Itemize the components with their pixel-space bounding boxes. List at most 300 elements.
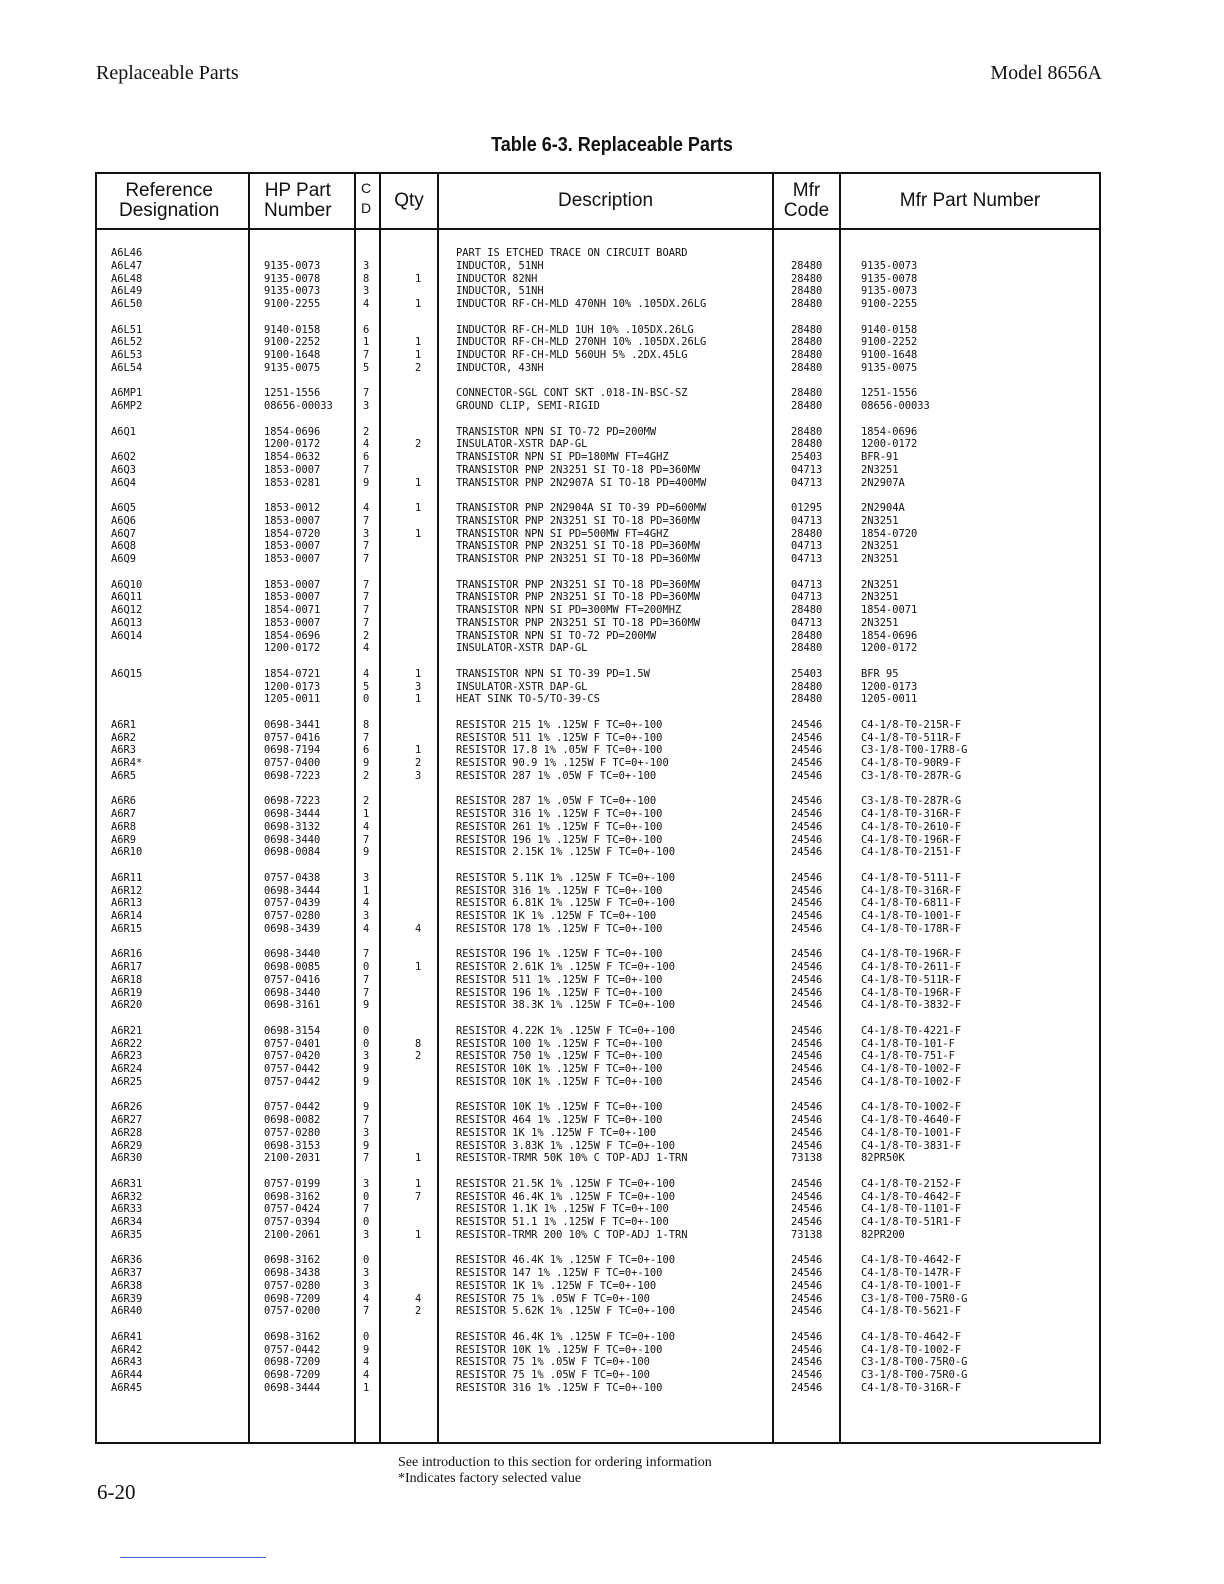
cell-hp-part-number: 0698-3441 xyxy=(264,718,321,731)
cell-hp-part-number: 0698-3444 xyxy=(264,1381,321,1394)
cell-ref-designation: A6R29 xyxy=(111,1139,143,1152)
cell-cd-digit: 7 xyxy=(363,948,370,961)
table-row xyxy=(97,1140,1099,1153)
cell-hp-part-number: 0698-7209 xyxy=(264,1292,321,1305)
cell-cd-digit: 7 xyxy=(363,578,370,591)
table-row xyxy=(97,974,1099,987)
cell-cd-digit: 2 xyxy=(363,795,370,808)
cell-description: TRANSISTOR NPN SI TO-39 PD=1.5W xyxy=(456,667,650,680)
cell-hp-part-number: 0698-7223 xyxy=(264,769,321,782)
cell-description: RESISTOR-TRMR 200 10% C TOP-ADJ 1-TRN xyxy=(456,1228,688,1241)
cell-cd-digit: 7 xyxy=(363,540,370,553)
cell-mfr-part-number: C4-1/8-T0-215R-F xyxy=(861,718,962,731)
cell-hp-part-number: 0757-0439 xyxy=(264,897,321,910)
cell-qty: 2 xyxy=(415,438,422,451)
cell-ref-designation: A6R17 xyxy=(111,961,143,973)
cell-description: TRANSISTOR PNP 2N2907A SI TO-18 PD=400MW xyxy=(456,476,707,489)
cell-mfr-part-number: 2N3251 xyxy=(861,578,899,591)
cell-mfr-code: 24546 xyxy=(791,1126,823,1139)
table-row xyxy=(97,897,1099,910)
cell-description: RESISTOR 21.5K 1% .125W F TC=0+-100 xyxy=(456,1177,675,1190)
cell-mfr-part-number: C4-1/8-T0-1001-F xyxy=(861,1279,962,1292)
cell-hp-part-number: 0757-0401 xyxy=(264,1037,321,1050)
table-row xyxy=(97,1344,1099,1357)
cell-ref-designation: A6L48 xyxy=(111,272,143,285)
cell-ref-designation: A6R23 xyxy=(111,1050,143,1063)
cell-mfr-part-number: 1854-0720 xyxy=(861,527,918,540)
table-row xyxy=(97,362,1099,375)
table-row xyxy=(97,247,1099,260)
cell-ref-designation: A6Q7 xyxy=(111,527,137,540)
table-row xyxy=(97,336,1099,349)
cell-description: TRANSISTOR PNP 2N3251 SI TO-18 PD=360MW xyxy=(456,463,700,476)
cell-mfr-part-number: C4-1/8-T0-2610-F xyxy=(861,820,962,833)
cell-qty: 1 xyxy=(415,272,422,285)
cell-cd-digit: 3 xyxy=(363,1177,370,1190)
cell-mfr-part-number: C4-1/8-T0-2152-F xyxy=(861,1177,962,1190)
cell-cd-digit: 3 xyxy=(363,527,370,540)
cell-qty: 1 xyxy=(415,476,422,489)
cell-description: INDUCTOR, 43NH xyxy=(456,361,544,374)
cell-mfr-code: 24546 xyxy=(791,1063,823,1075)
cell-hp-part-number: 9135-0073 xyxy=(264,285,321,298)
cell-hp-part-number: 0698-7223 xyxy=(264,795,321,808)
cell-mfr-code: 28480 xyxy=(791,642,823,655)
cell-description: RESISTOR 5.11K 1% .125W F TC=0+-100 xyxy=(456,871,675,884)
cell-ref-designation: A6R32 xyxy=(111,1190,143,1203)
cell-hp-part-number: 9100-2252 xyxy=(264,336,321,349)
table-row xyxy=(97,477,1099,490)
cell-description: RESISTOR 464 1% .125W F TC=0+-100 xyxy=(456,1114,663,1126)
cell-description: RESISTOR 147 1% .125W F TC=0+-100 xyxy=(456,1267,663,1279)
cell-description: RESISTOR 46.4K 1% .125W F TC=0+-100 xyxy=(456,1254,675,1267)
col-header-qty: Qty xyxy=(394,190,424,211)
cell-mfr-part-number: C3-1/8-T0-287R-G xyxy=(861,795,962,808)
cell-mfr-code: 24546 xyxy=(791,1254,823,1267)
cell-qty: 4 xyxy=(415,1292,422,1305)
cell-cd-digit: 3 xyxy=(363,871,370,884)
cell-description: RESISTOR 75 1% .05W F TC=0+-100 xyxy=(456,1356,650,1369)
table-title: Table 6-3. Replaceable Parts xyxy=(491,134,733,156)
cell-mfr-part-number: C4-1/8-T0-316R-F xyxy=(861,884,962,897)
cell-description: RESISTOR 5.62K 1% .125W F TC=0+-100 xyxy=(456,1305,675,1318)
parts-table xyxy=(95,172,1101,1444)
cell-mfr-code: 04713 xyxy=(791,476,823,489)
cell-mfr-code: 04713 xyxy=(791,463,823,476)
cell-mfr-part-number: C3-1/8-T00-17R8-G xyxy=(861,744,968,757)
cell-cd-digit: 4 xyxy=(363,922,370,935)
table-row xyxy=(97,1369,1099,1382)
cell-cd-digit: 3 xyxy=(363,1228,370,1241)
cell-hp-part-number: 1854-0071 xyxy=(264,604,321,616)
cell-hp-part-number: 9100-2255 xyxy=(264,298,321,310)
col-header-hp-line2: Number xyxy=(264,200,332,221)
cell-mfr-code: 04713 xyxy=(791,616,823,629)
table-row xyxy=(97,834,1099,847)
table-row xyxy=(97,668,1099,681)
cell-mfr-code: 24546 xyxy=(791,757,823,769)
cell-mfr-part-number: 1200-0172 xyxy=(861,642,918,655)
cell-mfr-part-number: C4-1/8-T0-1002-F xyxy=(861,1075,962,1088)
table-row xyxy=(97,1127,1099,1140)
cell-mfr-part-number: C3-1/8-T00-75R0-G xyxy=(861,1369,968,1381)
cell-mfr-code: 04713 xyxy=(791,540,823,553)
cell-description: RESISTOR 90.9 1% .125W F TC=0+-100 xyxy=(456,757,669,769)
cell-description: RESISTOR 287 1% .05W F TC=0+-100 xyxy=(456,795,657,808)
cell-description: RESISTOR 46.4K 1% .125W F TC=0+-100 xyxy=(456,1190,675,1203)
cell-mfr-code: 24546 xyxy=(791,1114,823,1126)
cell-ref-designation: A6MP1 xyxy=(111,387,143,400)
cell-description: RESISTOR 2.61K 1% .125W F TC=0+-100 xyxy=(456,961,675,973)
table-row xyxy=(97,1305,1099,1318)
table-row xyxy=(97,846,1099,859)
cell-cd-digit: 9 xyxy=(363,1101,370,1114)
cell-mfr-part-number: C3-1/8-T00-75R0-G xyxy=(861,1356,968,1369)
cell-mfr-part-number: C4-1/8-T0-196R-F xyxy=(861,948,962,961)
cell-ref-designation: A6R36 xyxy=(111,1254,143,1267)
cell-mfr-code: 24546 xyxy=(791,1050,823,1063)
cell-description: RESISTOR-TRMR 50K 10% C TOP-ADJ 1-TRN xyxy=(456,1152,688,1165)
cell-ref-designation: A6Q4 xyxy=(111,476,137,489)
cell-mfr-code: 04713 xyxy=(791,553,823,565)
table-row xyxy=(97,1280,1099,1293)
cell-hp-part-number: 0757-0424 xyxy=(264,1203,321,1216)
cell-cd-digit: 0 xyxy=(363,961,370,973)
cell-description: INDUCTOR 82NH xyxy=(456,272,538,285)
cell-cd-digit: 1 xyxy=(363,808,370,820)
cell-cd-digit: 4 xyxy=(363,667,370,680)
cell-description: RESISTOR 51.1 1% .125W F TC=0+-100 xyxy=(456,1216,669,1228)
cell-hp-part-number: 1854-0632 xyxy=(264,451,321,463)
cell-cd-digit: 5 xyxy=(363,680,370,693)
cell-description: RESISTOR 511 1% .125W F TC=0+-100 xyxy=(456,731,663,744)
cell-mfr-code: 24546 xyxy=(791,986,823,999)
cell-cd-digit: 4 xyxy=(363,298,370,310)
cell-mfr-part-number: 2N2907A xyxy=(861,476,905,489)
cell-mfr-code: 24546 xyxy=(791,961,823,973)
cell-description: RESISTOR 1K 1% .125W F TC=0+-100 xyxy=(456,1279,657,1292)
cell-mfr-code: 24546 xyxy=(791,820,823,833)
cell-mfr-code: 25403 xyxy=(791,667,823,680)
cell-hp-part-number: 0698-3154 xyxy=(264,1024,321,1037)
cell-mfr-part-number: C4-1/8-T0-3832-F xyxy=(861,999,962,1012)
cell-hp-part-number: 0757-0420 xyxy=(264,1050,321,1063)
table-row xyxy=(97,948,1099,961)
header-divider xyxy=(97,228,1099,230)
table-row xyxy=(97,1050,1099,1063)
bottom-rule xyxy=(120,1557,266,1558)
cell-cd-digit: 4 xyxy=(363,1292,370,1305)
cell-ref-designation: A6L54 xyxy=(111,361,143,374)
cell-ref-designation: A6Q9 xyxy=(111,553,137,565)
table-row xyxy=(97,744,1099,757)
cell-mfr-part-number: 9100-2255 xyxy=(861,298,918,310)
cell-mfr-part-number: 2N3251 xyxy=(861,553,899,565)
cell-hp-part-number: 0698-7209 xyxy=(264,1356,321,1369)
table-row xyxy=(97,1025,1099,1038)
cell-hp-part-number: 0698-3439 xyxy=(264,922,321,935)
cell-ref-designation: A6R4* xyxy=(111,757,143,769)
cell-description: RESISTOR 46.4K 1% .125W F TC=0+-100 xyxy=(456,1330,675,1343)
cell-ref-designation: A6R16 xyxy=(111,948,143,961)
cell-cd-digit: 9 xyxy=(363,757,370,769)
table-row xyxy=(97,1178,1099,1191)
cell-mfr-code: 24546 xyxy=(791,846,823,859)
cell-hp-part-number: 2100-2061 xyxy=(264,1228,321,1241)
cell-description: RESISTOR 75 1% .05W F TC=0+-100 xyxy=(456,1292,650,1305)
cell-ref-designation: A6R9 xyxy=(111,833,137,846)
cell-ref-designation: A6R41 xyxy=(111,1330,143,1343)
cell-mfr-part-number: C4-1/8-T0-1101-F xyxy=(861,1203,962,1216)
cell-mfr-code: 24546 xyxy=(791,769,823,782)
cell-mfr-part-number: 1200-0172 xyxy=(861,438,918,451)
cell-cd-digit: 4 xyxy=(363,820,370,833)
cell-mfr-part-number: 2N3251 xyxy=(861,540,899,553)
cell-mfr-code: 28480 xyxy=(791,680,823,693)
col-header-cd-line2: D xyxy=(360,200,372,216)
cell-mfr-part-number: C4-1/8-T0-511R-F xyxy=(861,731,962,744)
cell-description: RESISTOR 75 1% .05W F TC=0+-100 xyxy=(456,1369,650,1381)
table-row xyxy=(97,1293,1099,1306)
cell-description: TRANSISTOR PNP 2N3251 SI TO-18 PD=360MW xyxy=(456,591,700,604)
cell-qty: 1 xyxy=(415,1152,422,1165)
cell-ref-designation: A6R26 xyxy=(111,1101,143,1114)
table-row xyxy=(97,1063,1099,1076)
table-row xyxy=(97,1038,1099,1051)
col-header-cd-line1: C xyxy=(360,180,372,196)
cell-hp-part-number: 0757-0442 xyxy=(264,1101,321,1114)
cell-ref-designation: A6R10 xyxy=(111,846,143,859)
cell-mfr-code: 24546 xyxy=(791,1139,823,1152)
table-row xyxy=(97,515,1099,528)
cell-hp-part-number: 0698-7194 xyxy=(264,744,321,757)
cell-description: TRANSISTOR PNP 2N3251 SI TO-18 PD=360MW xyxy=(456,540,700,553)
cell-description: RESISTOR 511 1% .125W F TC=0+-100 xyxy=(456,973,663,986)
cell-cd-digit: 0 xyxy=(363,693,370,706)
cell-hp-part-number: 2100-2031 xyxy=(264,1152,321,1165)
cell-ref-designation: A6R44 xyxy=(111,1369,143,1381)
table-row xyxy=(97,1101,1099,1114)
table-row xyxy=(97,604,1099,617)
cell-ref-designation: A6L50 xyxy=(111,298,143,310)
cell-mfr-code: 28480 xyxy=(791,400,823,412)
table-row xyxy=(97,1254,1099,1267)
cell-mfr-code: 24546 xyxy=(791,922,823,935)
cell-ref-designation: A6R15 xyxy=(111,922,143,935)
cell-mfr-part-number: C4-1/8-T0-751-F xyxy=(861,1050,955,1063)
cell-mfr-code: 24546 xyxy=(791,1330,823,1343)
cell-ref-designation: A6R42 xyxy=(111,1343,143,1356)
cell-ref-designation: A6R37 xyxy=(111,1267,143,1279)
cell-hp-part-number: 0698-3132 xyxy=(264,820,321,833)
cell-hp-part-number: 0757-0394 xyxy=(264,1216,321,1228)
cell-ref-designation: A6R20 xyxy=(111,999,143,1012)
cell-hp-part-number: 0698-3444 xyxy=(264,808,321,820)
cell-qty: 1 xyxy=(415,1177,422,1190)
cell-mfr-part-number: C4-1/8-T0-4642-F xyxy=(861,1330,962,1343)
table-row xyxy=(97,1382,1099,1395)
cell-hp-part-number: 1853-0007 xyxy=(264,616,321,629)
cell-qty: 7 xyxy=(415,1190,422,1203)
cell-mfr-code: 24546 xyxy=(791,1101,823,1114)
cell-qty: 2 xyxy=(415,757,422,769)
row-spacer xyxy=(97,1165,1099,1178)
cell-mfr-part-number: 9135-0073 xyxy=(861,285,918,298)
cell-mfr-code: 24546 xyxy=(791,1356,823,1369)
cell-mfr-code: 24546 xyxy=(791,1216,823,1228)
cell-hp-part-number: 0757-0280 xyxy=(264,1126,321,1139)
table-row xyxy=(97,1114,1099,1127)
row-spacer xyxy=(97,375,1099,388)
table-row xyxy=(97,693,1099,706)
table-row xyxy=(97,324,1099,337)
col-header-cd xyxy=(360,178,372,218)
cell-mfr-code: 28480 xyxy=(791,629,823,642)
table-row xyxy=(97,579,1099,592)
cell-ref-designation: A6R30 xyxy=(111,1152,143,1165)
cell-ref-designation: A6Q5 xyxy=(111,502,137,514)
cell-description: TRANSISTOR PNP 2N3251 SI TO-18 PD=360MW xyxy=(456,616,700,629)
cell-ref-designation: A6R5 xyxy=(111,769,137,782)
cell-hp-part-number: 0698-3440 xyxy=(264,948,321,961)
cell-cd-digit: 1 xyxy=(363,884,370,897)
cell-hp-part-number: 0757-0416 xyxy=(264,973,321,986)
cell-hp-part-number: 0698-0085 xyxy=(264,961,321,973)
cell-mfr-code: 24546 xyxy=(791,1381,823,1394)
cell-hp-part-number: 0757-0416 xyxy=(264,731,321,744)
cell-description: RESISTOR 750 1% .125W F TC=0+-100 xyxy=(456,1050,663,1063)
cell-hp-part-number: 1200-0172 xyxy=(264,642,321,655)
cell-ref-designation: A6R3 xyxy=(111,744,137,757)
cell-qty: 2 xyxy=(415,361,422,374)
cell-mfr-part-number: 9135-0078 xyxy=(861,272,918,285)
cell-mfr-code: 24546 xyxy=(791,795,823,808)
cell-ref-designation: A6R35 xyxy=(111,1228,143,1241)
cell-mfr-code: 01295 xyxy=(791,502,823,514)
cell-mfr-part-number: C4-1/8-T0-1002-F xyxy=(861,1343,962,1356)
cell-ref-designation: A6R33 xyxy=(111,1203,143,1216)
cell-hp-part-number: 0698-7209 xyxy=(264,1369,321,1381)
cell-description: RESISTOR 17.8 1% .05W F TC=0+-100 xyxy=(456,744,663,757)
cell-mfr-code: 28480 xyxy=(791,361,823,374)
cell-ref-designation: A6R25 xyxy=(111,1075,143,1088)
cell-qty: 8 xyxy=(415,1037,422,1050)
col-header-reference xyxy=(119,174,247,228)
table-row xyxy=(97,961,1099,974)
cell-mfr-code: 04713 xyxy=(791,578,823,591)
cell-description: PART IS ETCHED TRACE ON CIRCUIT BOARD xyxy=(456,247,688,259)
cell-description: RESISTOR 196 1% .125W F TC=0+-100 xyxy=(456,833,663,846)
cell-cd-digit: 1 xyxy=(363,1381,370,1394)
cell-mfr-part-number: 1200-0173 xyxy=(861,680,918,693)
cell-mfr-part-number: C4-1/8-T0-2151-F xyxy=(861,846,962,859)
table-row xyxy=(97,885,1099,898)
cell-mfr-part-number: 9135-0073 xyxy=(861,259,918,272)
cell-cd-digit: 0 xyxy=(363,1190,370,1203)
table-row xyxy=(97,528,1099,541)
cell-ref-designation: A6L49 xyxy=(111,285,143,298)
cell-mfr-code: 73138 xyxy=(791,1228,823,1241)
cell-description: TRANSISTOR PNP 2N2904A SI TO-39 PD=600MW xyxy=(456,502,707,514)
cell-hp-part-number: 0698-3153 xyxy=(264,1139,321,1152)
cell-hp-part-number: 9135-0078 xyxy=(264,272,321,285)
cell-description: INDUCTOR RF-CH-MLD 470NH 10% .105DX.26LG xyxy=(456,298,707,310)
cell-description: RESISTOR 261 1% .125W F TC=0+-100 xyxy=(456,820,663,833)
cell-cd-digit: 7 xyxy=(363,553,370,565)
table-row xyxy=(97,770,1099,783)
cell-description: INSULATOR-XSTR DAP-GL xyxy=(456,642,588,655)
cell-mfr-code: 28480 xyxy=(791,604,823,616)
cell-hp-part-number: 1853-0007 xyxy=(264,463,321,476)
cell-qty: 1 xyxy=(415,502,422,514)
cell-description: RESISTOR 10K 1% .125W F TC=0+-100 xyxy=(456,1063,663,1075)
cell-mfr-part-number: C4-1/8-T0-1002-F xyxy=(861,1063,962,1075)
cell-mfr-code: 28480 xyxy=(791,298,823,310)
row-spacer xyxy=(97,859,1099,872)
table-row xyxy=(97,464,1099,477)
cell-mfr-part-number: 2N3251 xyxy=(861,463,899,476)
cell-description: INDUCTOR, 51NH xyxy=(456,259,544,272)
cell-hp-part-number: 1853-0281 xyxy=(264,476,321,489)
cell-mfr-code: 28480 xyxy=(791,349,823,361)
cell-mfr-code: 24546 xyxy=(791,808,823,820)
cell-cd-digit: 2 xyxy=(363,425,370,438)
cell-mfr-part-number: 9100-2252 xyxy=(861,336,918,349)
cell-qty: 1 xyxy=(415,527,422,540)
col-header-mfr-line1: Mfr xyxy=(792,180,821,201)
cell-mfr-code: 24546 xyxy=(791,1267,823,1279)
cell-qty: 1 xyxy=(415,336,422,349)
cell-hp-part-number: 0698-3444 xyxy=(264,884,321,897)
cell-hp-part-number: 0698-3162 xyxy=(264,1330,321,1343)
cell-hp-part-number: 1854-0696 xyxy=(264,425,321,438)
cell-description: INSULATOR-XSTR DAP-GL xyxy=(456,680,588,693)
cell-cd-digit: 8 xyxy=(363,718,370,731)
cell-hp-part-number: 1200-0172 xyxy=(264,438,321,451)
cell-mfr-part-number: 08656-00033 xyxy=(861,400,930,412)
cell-mfr-code: 04713 xyxy=(791,591,823,604)
cell-hp-part-number: 9135-0073 xyxy=(264,259,321,272)
footer-ordering-note: See introduction to this section for ordering information xyxy=(398,1455,712,1470)
table-row xyxy=(97,757,1099,770)
col-header-hp-part xyxy=(264,174,354,228)
cell-cd-digit: 3 xyxy=(363,1126,370,1139)
cell-cd-digit: 3 xyxy=(363,1267,370,1279)
row-spacer xyxy=(97,566,1099,579)
table-body xyxy=(97,247,1099,1395)
cell-ref-designation: A6R28 xyxy=(111,1126,143,1139)
cell-mfr-part-number: C4-1/8-T0-316R-F xyxy=(861,808,962,820)
table-row xyxy=(97,910,1099,923)
cell-ref-designation: A6L52 xyxy=(111,336,143,349)
cell-ref-designation: A6Q8 xyxy=(111,540,137,553)
cell-ref-designation: A6R1 xyxy=(111,718,137,731)
table-row xyxy=(97,808,1099,821)
row-spacer xyxy=(97,489,1099,502)
cell-mfr-part-number: C4-1/8-T0-196R-F xyxy=(861,986,962,999)
cell-mfr-part-number: 9135-0075 xyxy=(861,361,918,374)
cell-mfr-part-number: C4-1/8-T0-511R-F xyxy=(861,973,962,986)
table-row xyxy=(97,1203,1099,1216)
cell-description: RESISTOR 10K 1% .125W F TC=0+-100 xyxy=(456,1075,663,1088)
cell-hp-part-number: 08656-00033 xyxy=(264,400,333,412)
cell-ref-designation: A6R14 xyxy=(111,910,143,922)
cell-mfr-part-number: C4-1/8-T0-1001-F xyxy=(861,910,962,922)
cell-description: RESISTOR 178 1% .125W F TC=0+-100 xyxy=(456,922,663,935)
cell-mfr-part-number: 82PR200 xyxy=(861,1228,905,1241)
cell-cd-digit: 3 xyxy=(363,1050,370,1063)
cell-mfr-part-number: BFR 95 xyxy=(861,667,899,680)
